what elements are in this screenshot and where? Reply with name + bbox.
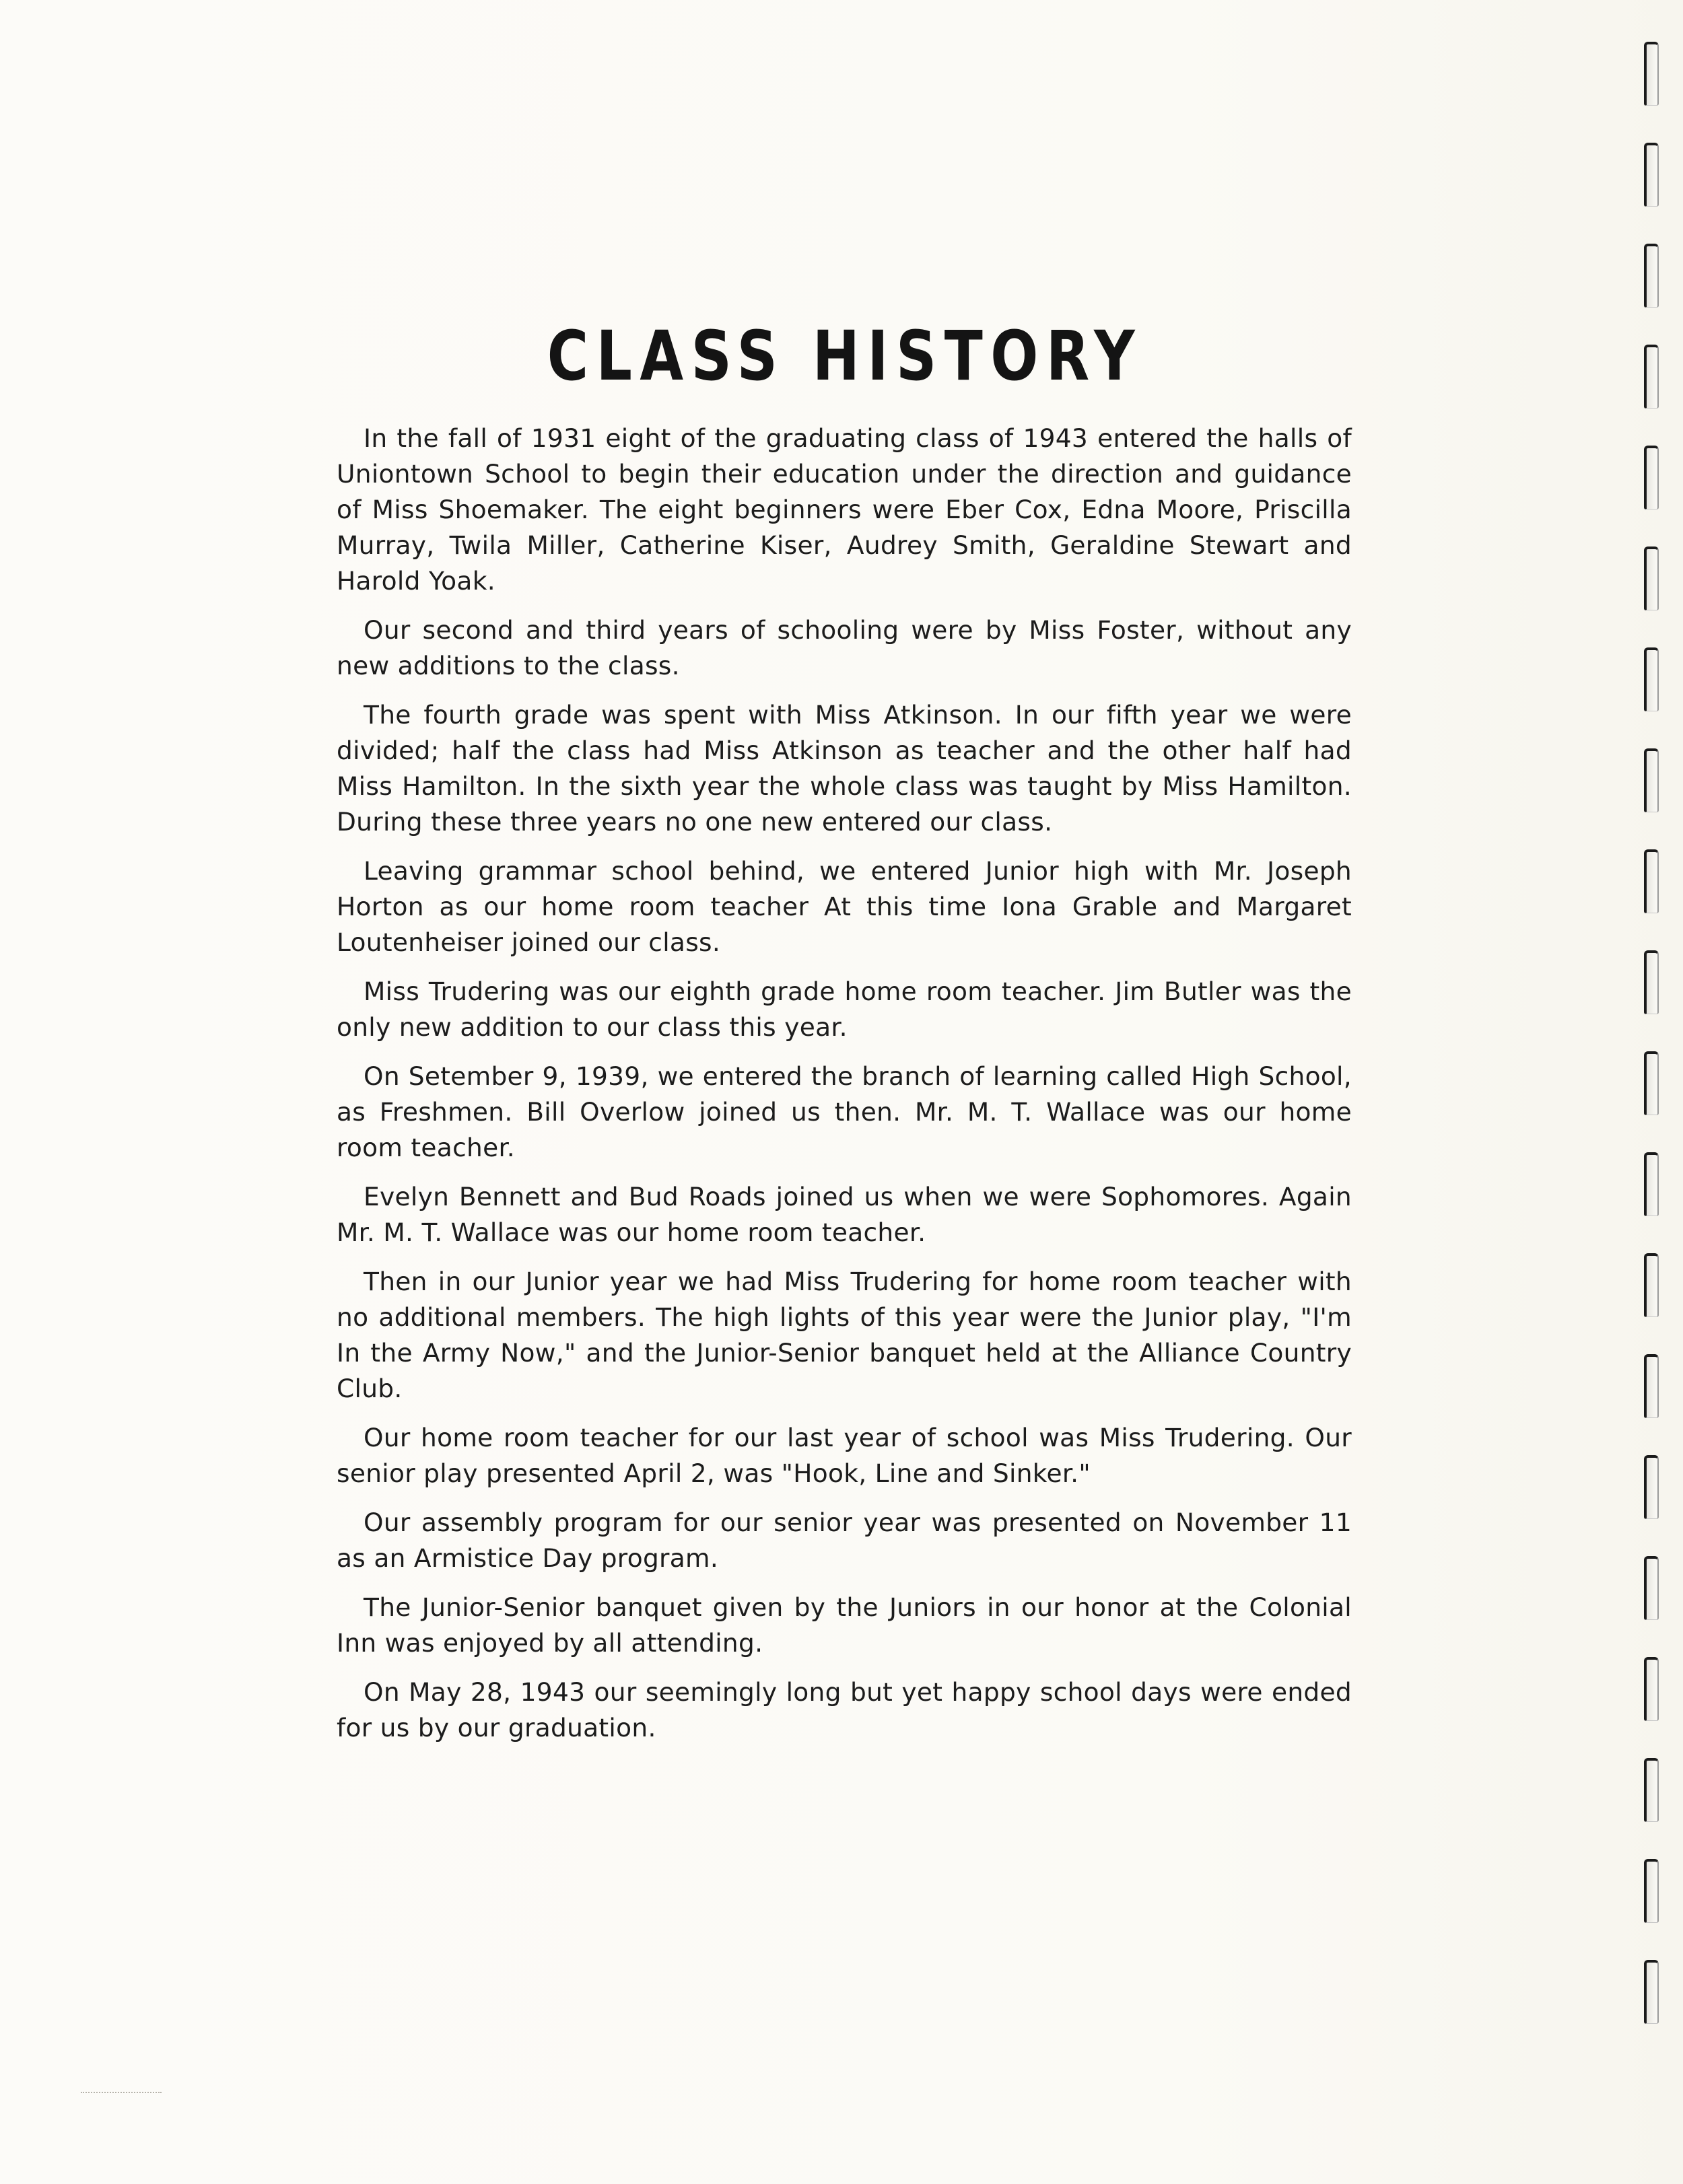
class-history-text — [337, 421, 1352, 1759]
binding-hole — [1644, 1051, 1659, 1115]
binding-hole — [1644, 849, 1659, 913]
binding-hole — [1644, 1859, 1659, 1923]
paragraph: The Junior-Senior banquet given by the Juniors in our honor at the Colonial Inn was enjoyed by all attending. — [337, 1592, 1352, 1658]
paragraph: Miss Trudering was our eighth grade home room teacher. Jim Butler was the only new addition to our class this year. — [337, 977, 1352, 1042]
binding-hole — [1644, 1455, 1659, 1519]
paragraph: On Setember 9, 1939, we entered the branch of learning called High School, as Freshmen. Bill Overlow joined us then. Mr. M. T. Wallace was our home room teacher. — [337, 1061, 1352, 1162]
binding-hole — [1644, 1152, 1659, 1216]
binding-hole — [1644, 1556, 1659, 1620]
paragraph: Evelyn Bennett and Bud Roads joined us when we were Sophomores. Again Mr. M. T. Wallace was our home room teacher. — [337, 1182, 1352, 1247]
paragraph: Leaving grammar school behind, we entered Junior high with Mr. Joseph Horton as our home room teacher At this time Iona Grable and Margaret Loutenheiser joined our class. — [337, 856, 1352, 957]
binding-hole — [1644, 1960, 1659, 2024]
binding-hole — [1644, 1657, 1659, 1721]
binding-hole — [1644, 1354, 1659, 1418]
binding-hole — [1644, 1253, 1659, 1317]
paragraph: Our home room teacher for our last year of school was Miss Trudering. Our senior play presented April 2, was "Hook, Line and Sinker." — [337, 1423, 1352, 1488]
binding-hole — [1644, 244, 1659, 308]
binding-hole — [1644, 345, 1659, 409]
paragraph: Then in our Junior year we had Miss Trudering for home room teacher with no additional members. The high lights of this year were the Junior play, "I'm In the Army Now," and the Junior-Senior banquet held at the Alliance Country Club. — [337, 1267, 1352, 1403]
binding-hole — [1644, 547, 1659, 610]
binding-hole — [1644, 748, 1659, 812]
page-title: CLASS HISTORY — [547, 316, 1143, 396]
binding-hole — [1644, 1758, 1659, 1822]
paragraph: Our second and third years of schooling were by Miss Foster, without any new additions to the class. — [337, 615, 1352, 680]
binding-hole — [1644, 647, 1659, 711]
paragraph: Our assembly program for our senior year was presented on November 11 as an Armistice Day program. — [337, 1508, 1352, 1573]
binding-hole — [1644, 446, 1659, 509]
binding-hole — [1644, 143, 1659, 207]
binding-hole — [1644, 42, 1659, 106]
paragraph: In the fall of 1931 eight of the graduating class of 1943 entered the halls of Uniontown School to begin their education under the direction and guidance of Miss Shoemaker. The eight beginners were Eber Cox, Edna Moore, Priscilla Murray, Twila Miller, Catherine Kiser, Audrey Smith, Geraldine Stewart and Harold Yoak. — [337, 423, 1352, 596]
spiral-binding-holes — [1636, 0, 1683, 2184]
binding-hole — [1644, 950, 1659, 1014]
paper-smudge — [81, 2092, 162, 2096]
paragraph: The fourth grade was spent with Miss Atkinson. In our fifth year we were divided; half the class had Miss Atkinson as teacher and the other half had Miss Hamilton. In the sixth year the whole class was taught by Miss Hamilton. During these three years no one new entered our class. — [337, 700, 1352, 837]
paragraph: On May 28, 1943 our seemingly long but yet happy school days were ended for us by our graduation. — [337, 1677, 1352, 1742]
